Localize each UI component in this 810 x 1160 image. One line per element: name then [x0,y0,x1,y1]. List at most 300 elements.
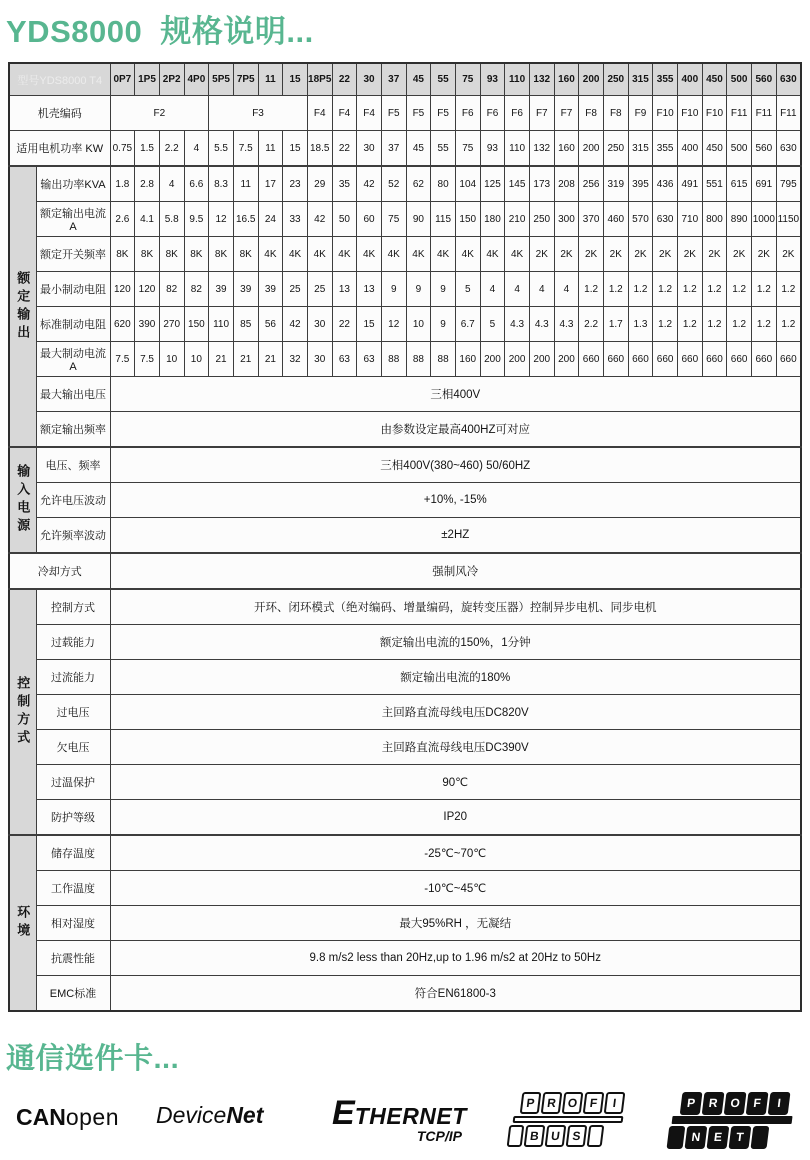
table-cell: F6 [455,96,480,131]
section-label: 额定输出 [9,166,36,447]
table-cell: F10 [702,96,727,131]
table-cell: 60 [357,202,382,237]
table-cell: 319 [603,166,628,202]
table-cell: 2.6 [110,202,135,237]
table-cell: 25 [283,272,308,307]
row-label: 欠电压 [36,730,110,765]
row-label: 允许电压波动 [36,483,110,518]
row-value: 主回路直流母线电压DC820V [110,695,801,730]
table-cell: 13 [357,272,382,307]
section-label: 控制方式 [9,589,36,835]
table-cell: 42 [357,166,382,202]
table-row [9,237,801,272]
profibus-node [507,1125,525,1147]
table-cell: 110 [209,307,234,342]
table-cell: 200 [579,131,604,167]
table-cell: 660 [653,342,678,377]
table-cell: 200 [529,342,554,377]
table-cell: 9 [406,272,431,307]
model-header-cell: 500 [727,63,752,96]
profinet-bottom-row [666,1126,792,1149]
table-cell: F4 [357,96,382,131]
table-cell: 11 [258,131,283,167]
row-value: 额定输出电流的150%，1分钟 [110,625,801,660]
profibus-top-row [519,1092,627,1114]
table-cell: 30 [357,131,382,167]
table-cell: 39 [258,272,283,307]
table-cell: 355 [653,131,678,167]
page-title: YDS8000 规格说明... [6,14,314,49]
row-value: 符合EN61800-3 [110,976,801,1012]
table-cell: 33 [283,202,308,237]
table-cell: F8 [603,96,628,131]
table-cell: 315 [628,131,653,167]
table-cell: F9 [628,96,653,131]
table-cell: 93 [480,131,505,167]
table-cell: 4 [505,272,530,307]
table-cell: 1.3 [628,307,653,342]
table-cell: 9 [431,307,456,342]
table-row [9,941,801,976]
table-cell: 630 [653,202,678,237]
model-header-cell: 18P5 [307,63,332,96]
profinet-letter: N [685,1126,708,1149]
table-cell: 4.3 [554,307,579,342]
canopen-logo-text-bold: CAN [16,1104,66,1130]
table-cell: F7 [529,96,554,131]
row-value: 开环、闭环模式（绝对编码、增量编码，旋转变压器）控制异步电机、同步电机 [110,589,801,625]
table-cell: 8K [184,237,209,272]
table-cell: 9.5 [184,202,209,237]
table-cell: 10 [159,342,184,377]
table-cell: F4 [307,96,332,131]
profibus-letter: F [583,1092,605,1114]
table-cell: 88 [431,342,456,377]
table-row [9,377,801,412]
model-header-cell: 2P2 [159,63,184,96]
table-cell: F2 [110,96,209,131]
ethernet-logo-rest: THERNET [354,1103,467,1129]
table-cell: 570 [628,202,653,237]
table-cell: 2K [677,237,702,272]
row-label: 抗震性能 [36,941,110,976]
row-value: -10℃~45℃ [110,871,801,906]
table-cell: 795 [776,166,801,202]
table-cell: 82 [159,272,184,307]
table-cell: 200 [505,342,530,377]
model-header-cell: 30 [357,63,382,96]
table-cell: 2K [579,237,604,272]
table-cell: 2K [776,237,801,272]
table-cell: 450 [702,131,727,167]
model-header-cell: 45 [406,63,431,96]
table-cell: F10 [653,96,678,131]
profinet-letter: O [724,1092,747,1115]
table-cell: 660 [579,342,604,377]
row-value: -25℃~70℃ [110,835,801,871]
table-cell: 660 [702,342,727,377]
table-cell: 660 [776,342,801,377]
table-cell: 39 [209,272,234,307]
table-cell: F5 [406,96,431,131]
section-label: 输入电源 [9,447,36,553]
table-cell: 2K [653,237,678,272]
model-header-cell: 355 [653,63,678,96]
table-row [9,730,801,765]
table-cell: 132 [529,131,554,167]
model-header-cell: 315 [628,63,653,96]
table-cell: 7.5 [110,342,135,377]
ethernet-logo-initial: E [332,1094,355,1132]
table-cell: 1.2 [727,307,752,342]
table-cell: 4 [159,166,184,202]
table-cell: 6.7 [455,307,480,342]
table-row [9,307,801,342]
table-cell: 120 [110,272,135,307]
table-cell: 2K [529,237,554,272]
table-cell: 1.2 [776,307,801,342]
profinet-top-row [679,1092,796,1115]
table-cell: 21 [209,342,234,377]
row-label: 额定输出电流A [36,202,110,237]
table-cell: F5 [431,96,456,131]
table-cell: 210 [505,202,530,237]
table-cell: 104 [455,166,480,202]
profinet-node [751,1126,770,1149]
table-cell: 2K [751,237,776,272]
model-header-cell: 22 [332,63,357,96]
table-row [9,483,801,518]
table-cell: 21 [233,342,258,377]
profibus-letter: U [545,1125,567,1147]
table-cell: 800 [702,202,727,237]
table-cell: F6 [480,96,505,131]
section-label: 环境 [9,835,36,1011]
table-cell: 660 [603,342,628,377]
table-cell: 180 [480,202,505,237]
row-label: 工作温度 [36,871,110,906]
table-cell: 1.8 [110,166,135,202]
table-cell: 1.2 [677,272,702,307]
model-header-row [9,63,801,96]
table-row [9,660,801,695]
row-label: 过电压 [36,695,110,730]
table-cell: 560 [751,131,776,167]
row-value: +10%, -15% [110,483,801,518]
table-row [9,518,801,554]
table-cell: 256 [579,166,604,202]
table-cell: 8.3 [209,166,234,202]
row-value: 额定输出电流的180% [110,660,801,695]
table-cell: 16.5 [233,202,258,237]
table-cell: 2.2 [159,131,184,167]
model-header-cell: 110 [505,63,530,96]
row-label: 控制方式 [36,589,110,625]
table-cell: 150 [184,307,209,342]
table-cell: 551 [702,166,727,202]
table-cell: 4K [283,237,308,272]
row-label: 标准制动电阻 [36,307,110,342]
model-header-cell: 200 [579,63,604,96]
table-cell: 4K [406,237,431,272]
table-cell: 52 [381,166,406,202]
table-cell: 85 [233,307,258,342]
table-cell: 11 [233,166,258,202]
spec-table-wrapper [8,62,802,1012]
table-cell: 35 [332,166,357,202]
profibus-letter: R [541,1092,563,1114]
row-value: IP20 [110,800,801,836]
table-cell: 4 [554,272,579,307]
ethernet-logo [332,1094,467,1144]
table-cell: 436 [653,166,678,202]
table-cell: 1.2 [653,307,678,342]
table-cell: 160 [455,342,480,377]
table-row [9,96,801,131]
table-cell: 13 [332,272,357,307]
table-cell: 110 [505,131,530,167]
table-row [9,412,801,448]
table-cell: F6 [505,96,530,131]
table-cell: 39 [233,272,258,307]
model-header-cell: 630 [776,63,801,96]
row-label: 过流能力 [36,660,110,695]
table-cell: 150 [455,202,480,237]
model-header-cell: 250 [603,63,628,96]
table-cell: 1.2 [727,272,752,307]
table-cell: 37 [381,131,406,167]
table-cell: 4K [307,237,332,272]
table-row [9,835,801,871]
devicenet-logo-text: Device [156,1102,227,1128]
table-cell: 8K [209,237,234,272]
table-cell: 660 [628,342,653,377]
canopen-logo-text: open [65,1104,120,1130]
model-header-cell: 15 [283,63,308,96]
row-label: 电压、频率 [36,447,110,483]
table-cell: 710 [677,202,702,237]
table-cell: 2.8 [135,166,160,202]
row-value: 90℃ [110,765,801,800]
table-cell: 125 [480,166,505,202]
table-cell: 9 [431,272,456,307]
table-cell: 8K [233,237,258,272]
table-cell: 9 [381,272,406,307]
table-cell: 2K [727,237,752,272]
table-cell: 173 [529,166,554,202]
table-cell: 29 [307,166,332,202]
profinet-bus-bar [672,1116,793,1124]
row-label: 额定开关频率 [36,237,110,272]
table-cell: 15 [283,131,308,167]
table-cell: 10 [184,342,209,377]
table-cell: 460 [603,202,628,237]
table-cell: 22 [332,307,357,342]
row-label: 防护等级 [36,800,110,836]
table-cell: 1.5 [135,131,160,167]
table-cell: 30 [307,307,332,342]
row-label: 适用电机功率 KW [9,131,110,167]
table-cell: F7 [554,96,579,131]
table-cell: 25 [307,272,332,307]
profibus-node [587,1125,605,1147]
table-cell: 1.2 [702,307,727,342]
profinet-letter: R [702,1092,725,1115]
table-cell: 4K [381,237,406,272]
table-cell: 55 [431,131,456,167]
table-cell: 1.2 [677,307,702,342]
table-cell: 1.2 [751,307,776,342]
row-label: 机壳编码 [9,96,110,131]
table-cell: 2K [603,237,628,272]
table-cell: 4K [431,237,456,272]
table-cell: 208 [554,166,579,202]
table-cell: 0.75 [110,131,135,167]
row-label: 储存温度 [36,835,110,871]
table-cell: 88 [381,342,406,377]
table-cell: 4.3 [505,307,530,342]
table-cell: 32 [283,342,308,377]
table-cell: 4K [480,237,505,272]
table-cell: 200 [554,342,579,377]
table-cell: 395 [628,166,653,202]
table-cell: 88 [406,342,431,377]
table-row [9,553,801,589]
table-cell: 270 [159,307,184,342]
model-header-cell: 4P0 [184,63,209,96]
table-cell: 660 [677,342,702,377]
table-cell: 2K [554,237,579,272]
row-label: 输出功率KVA [36,166,110,202]
table-cell: 500 [727,131,752,167]
table-cell: 4K [258,237,283,272]
row-value: 主回路直流母线电压DC390V [110,730,801,765]
model-header-cell: 160 [554,63,579,96]
table-cell: 12 [381,307,406,342]
table-cell: 1.2 [776,272,801,307]
profibus-bottom-row [506,1125,623,1147]
table-cell: 42 [307,202,332,237]
table-cell: 4.3 [529,307,554,342]
profibus-letter: I [604,1092,626,1114]
table-cell: 250 [603,131,628,167]
table-cell: 10 [406,307,431,342]
table-cell: 390 [135,307,160,342]
table-cell: 620 [110,307,135,342]
table-cell: 1.2 [603,272,628,307]
table-cell: 56 [258,307,283,342]
row-value: 9.8 m/s2 less than 20Hz,up to 1.96 m/s2 at 20Hz to 50Hz [110,941,801,976]
table-cell: 4 [184,131,209,167]
row-value: 三相400V(380~460) 50/60HZ [110,447,801,483]
table-cell: 82 [184,272,209,307]
table-cell: 660 [751,342,776,377]
table-cell: 660 [727,342,752,377]
table-cell: 370 [579,202,604,237]
table-cell: 7.5 [135,342,160,377]
table-cell: 7.5 [233,131,258,167]
table-cell: 1.7 [603,307,628,342]
row-label: 过温保护 [36,765,110,800]
canopen-logo [16,1104,119,1131]
table-cell: 30 [307,342,332,377]
table-cell: 23 [283,166,308,202]
table-cell: 4K [357,237,382,272]
profinet-letter: E [707,1126,730,1149]
model-header-cell: 450 [702,63,727,96]
table-cell: 4.1 [135,202,160,237]
table-row [9,765,801,800]
table-cell: 63 [357,342,382,377]
table-cell: 5 [455,272,480,307]
table-cell: 15 [357,307,382,342]
profinet-letter: P [680,1092,703,1115]
table-row [9,342,801,377]
row-value: 三相400V [110,377,801,412]
table-cell: 75 [381,202,406,237]
profibus-logo [515,1092,627,1147]
table-cell: 2K [702,237,727,272]
table-cell: 1.2 [653,272,678,307]
table-cell: 2K [628,237,653,272]
profibus-letter: S [566,1125,588,1147]
table-row [9,447,801,483]
table-cell: 1150 [776,202,801,237]
table-cell: 18.5 [307,131,332,167]
row-label: 允许频率波动 [36,518,110,554]
table-row [9,625,801,660]
table-cell: 691 [751,166,776,202]
table-cell: F8 [579,96,604,131]
table-cell: 120 [135,272,160,307]
model-header-cell: 400 [677,63,702,96]
comm-options-heading: 通信选件卡... [6,1043,180,1075]
table-row [9,800,801,836]
table-cell: 160 [554,131,579,167]
table-cell: 5 [480,307,505,342]
profibus-bus-bar [513,1116,624,1123]
row-label: EMC标准 [36,976,110,1012]
table-cell: 145 [505,166,530,202]
profinet-letter: I [768,1092,791,1115]
table-cell: F11 [776,96,801,131]
table-cell: 250 [529,202,554,237]
table-cell: 5.5 [209,131,234,167]
row-label: 最大制动电流A [36,342,110,377]
table-cell: F5 [381,96,406,131]
table-cell: 200 [480,342,505,377]
table-row [9,871,801,906]
row-label: 额定输出频率 [36,412,110,448]
table-row [9,976,801,1012]
table-cell: 5.8 [159,202,184,237]
table-row [9,695,801,730]
table-cell: 6.6 [184,166,209,202]
table-cell: 8K [159,237,184,272]
table-cell: 62 [406,166,431,202]
table-cell: 22 [332,131,357,167]
table-cell: 630 [776,131,801,167]
table-cell: 63 [332,342,357,377]
row-value: 强制风冷 [110,553,801,589]
table-cell: 50 [332,202,357,237]
table-cell: 4K [455,237,480,272]
model-header-cell: 55 [431,63,456,96]
table-row [9,202,801,237]
profibus-letter: P [520,1092,542,1114]
row-value: 最大95%RH ，无凝结 [110,906,801,941]
table-cell: 1000 [751,202,776,237]
